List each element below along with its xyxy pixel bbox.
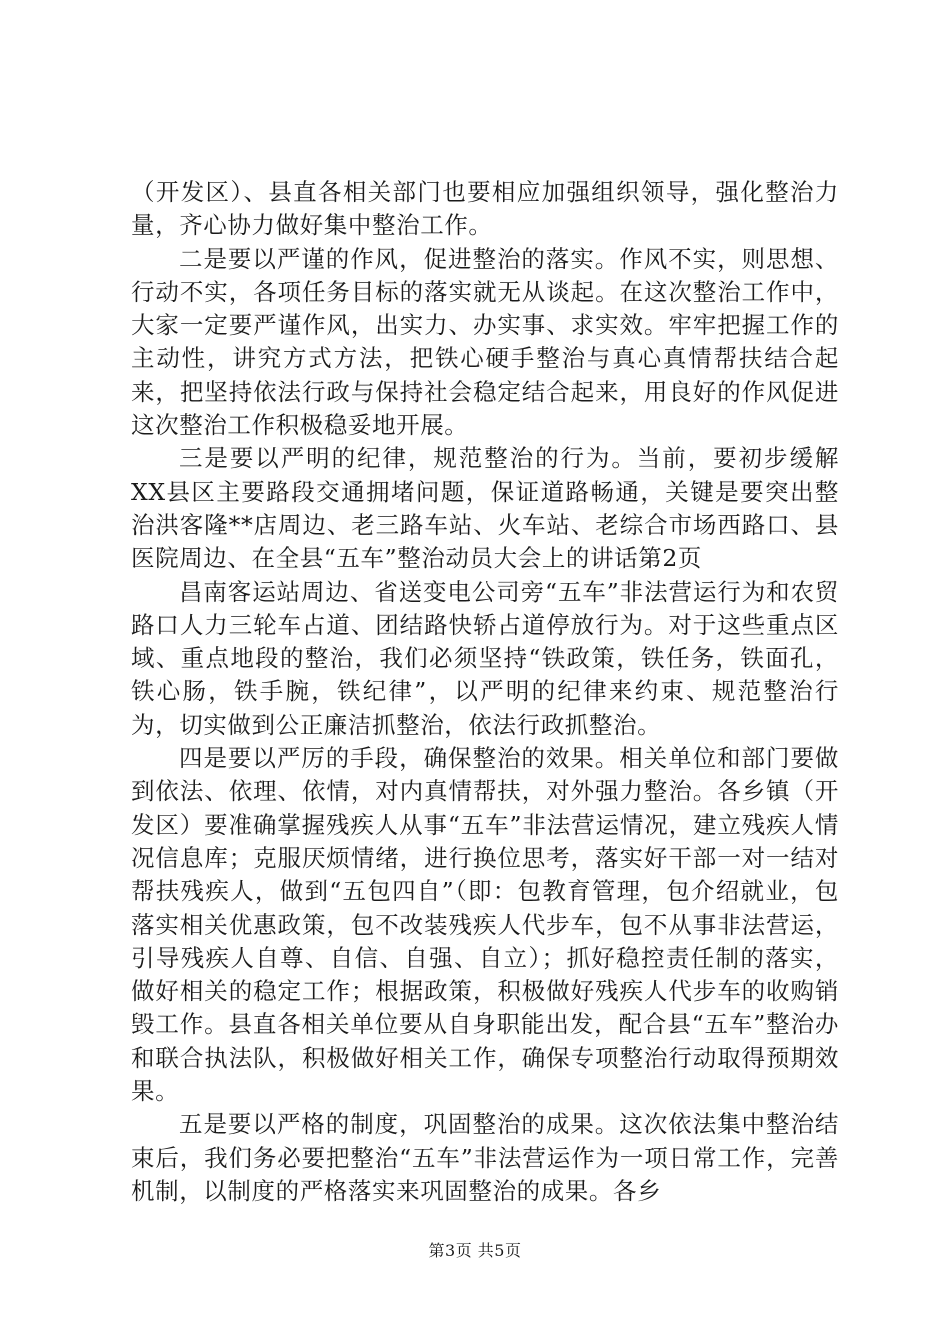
- paragraph-4: 昌南客运站周边、省送变电公司旁“五车”非法营运行为和农贸路口人力三轮车占道、团结路快轿占道停放行为。对于这些重点区域、重点地段的整治，我们必须坚持“铁政策，铁任务，铁面孔，铁心肠，铁手腕，铁纪律”，以严明的纪律来约束、规范整治行为，切实做到公正廉洁抓整治，依法行政抓整治。: [131, 577, 839, 739]
- page-number: 第3页 共5页: [428, 1241, 522, 1260]
- paragraph-1: （开发区）、县直各相关部门也要相应加强组织领导，强化整治力量，齐心协力做好集中整治工作。: [131, 178, 839, 240]
- document-body: [131, 176, 839, 1208]
- paragraph-5: 四是要以严厉的手段，确保整治的效果。相关单位和部门要做到依法、依理、依情，对内真情帮扶，对外强力整治。各乡镇（开发区）要准确掌握残疾人从事“五车”非法营运情况，建立残疾人情况信息库；克服厌烦情绪，进行换位思考，落实好干部一对一结对帮扶残疾人，做到“五包四自”（即：包教育管理，包介绍就业，包落实相关优惠政策，包不改装残疾人代步车，包不从事非法营运，引导残疾人自尊、自信、自强、自立）；抓好稳控责任制的落实，做好相关的稳定工作；根据政策，积极做好残疾人代步车的收购销毁工作。县直各相关单位要从自身职能出发，配合县“五车”整治办和联合执法队，积极做好相关工作，确保专项整治行动取得预期效果。: [131, 744, 839, 1106]
- paragraph-3: 三是要以严明的纪律，规范整治的行为。当前，要初步缓解XX县区主要路段交通拥堵问题，保证道路畅通，关键是要突出整治洪客隆**店周边、老三路车站、火车站、老综合市场西路口、县医院周边、在全县“五车”整治动员大会上的讲话第2页: [131, 444, 839, 573]
- paragraph-6: 五是要以严格的制度，巩固整治的成果。这次依法集中整治结束后，我们务必要把整治“五车”非法营运作为一项日常工作，完善机制，以制度的严格落实来巩固整治的成果。各乡: [131, 1110, 839, 1205]
- paragraph-2: 二是要以严谨的作风，促进整治的落实。作风不实，则思想、行动不实，各项任务目标的落实就无从谈起。在这次整治工作中，大家一定要严谨作风，出实力、办实事、求实效。牢牢把握工作的主动性，讲究方式方法，把铁心硬手整治与真心真情帮扶结合起来，把坚持依法行政与保持社会稳定结合起来，用良好的作风促进这次整治工作积极稳妥地开展。: [131, 244, 839, 440]
